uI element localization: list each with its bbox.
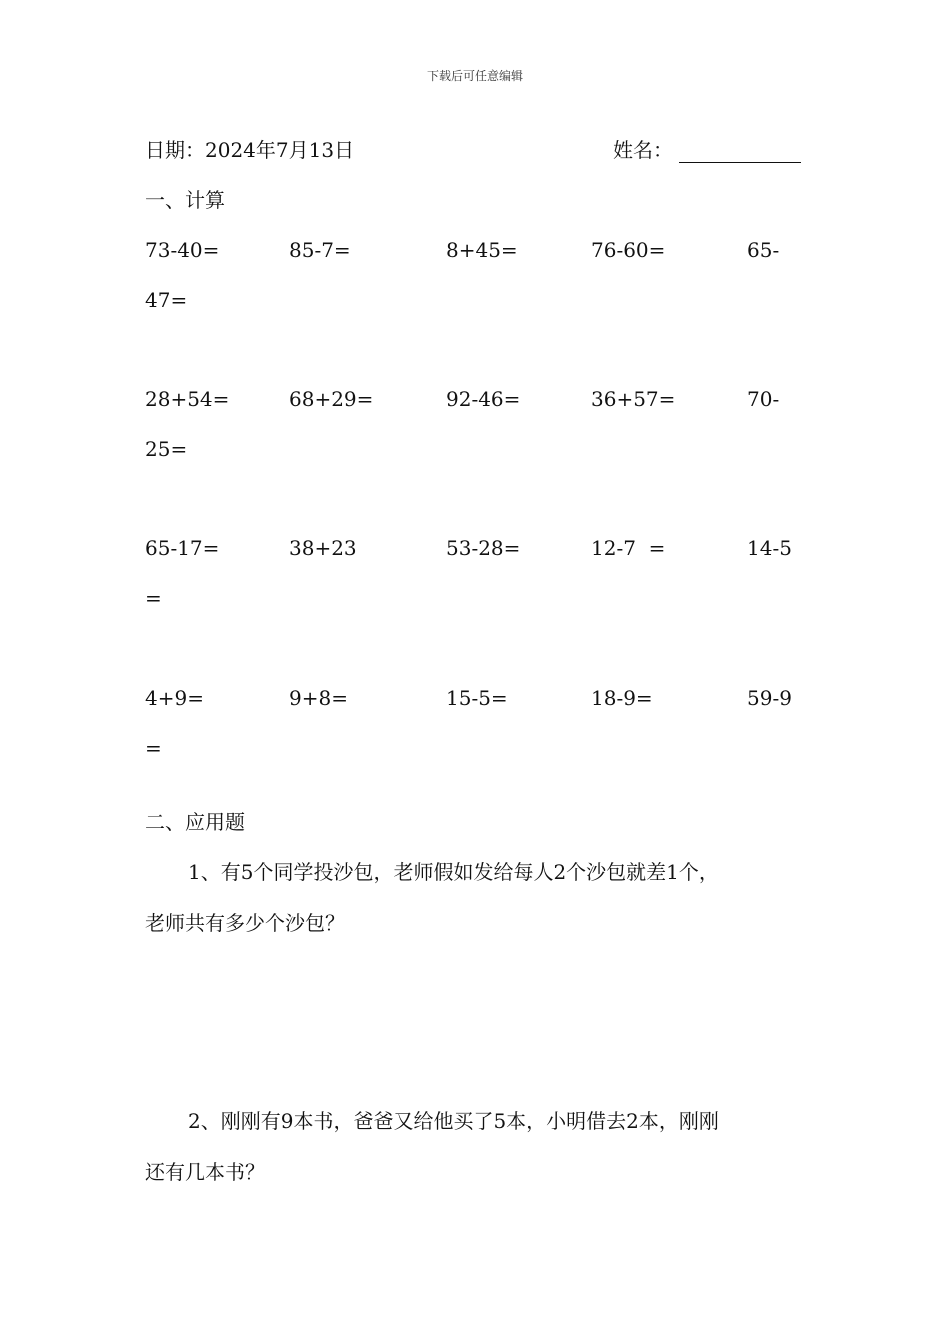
calc-item: 65-17= [145,536,220,560]
section1-title: 一、计算 [145,188,225,212]
calc-item: 15-5= [446,686,508,710]
calc-item: 28+54= [145,387,230,411]
calc-item: 76-60= [591,238,666,262]
calc-item: 70- [747,387,780,411]
problem-2-line1: 2、刚刚有9本书，爸爸又给他买了5本，小明借去2本，刚刚 [188,1109,719,1133]
problem-1-line1: 1、有5个同学投沙包，老师假如发给每人2个沙包就差1个， [188,860,719,884]
calc-item-wrap: 25= [145,437,188,461]
date-label: 日期： [145,138,205,162]
calc-item: 18-9= [591,686,653,710]
calc-item: 36+57= [591,387,676,411]
date-value: 2024年7月13日 [205,138,355,162]
calc-item: 8+45= [446,238,518,262]
calc-item-wrap: = [145,586,162,610]
calc-item: 65- [747,238,780,262]
calc-item: 38+23 [289,536,357,560]
calc-item: 53-28= [446,536,521,560]
date-line [145,137,354,163]
name-blank[interactable] [679,141,801,163]
calc-item: 92-46= [446,387,521,411]
calc-item: 68+29= [289,387,374,411]
calc-item-wrap: 47= [145,288,188,312]
calc-item: 85-7= [289,238,351,262]
section2-title: 二、应用题 [145,810,245,834]
calc-item: 9+8= [289,686,348,710]
problem-1-line2: 老师共有多少个沙包？ [145,911,345,935]
calc-item: 73-40= [145,238,220,262]
calc-item: 4+9= [145,686,204,710]
calc-item: 59-9 [747,686,792,710]
calc-item: 14-5 [747,536,792,560]
header-note: 下载后可任意编辑 [426,69,523,83]
problem-2-line2: 还有几本书？ [145,1160,265,1184]
calc-item-wrap: = [145,736,162,760]
calc-item: 12-7 = [591,536,666,560]
name-line [613,137,801,163]
name-label: 姓名： [613,138,673,162]
